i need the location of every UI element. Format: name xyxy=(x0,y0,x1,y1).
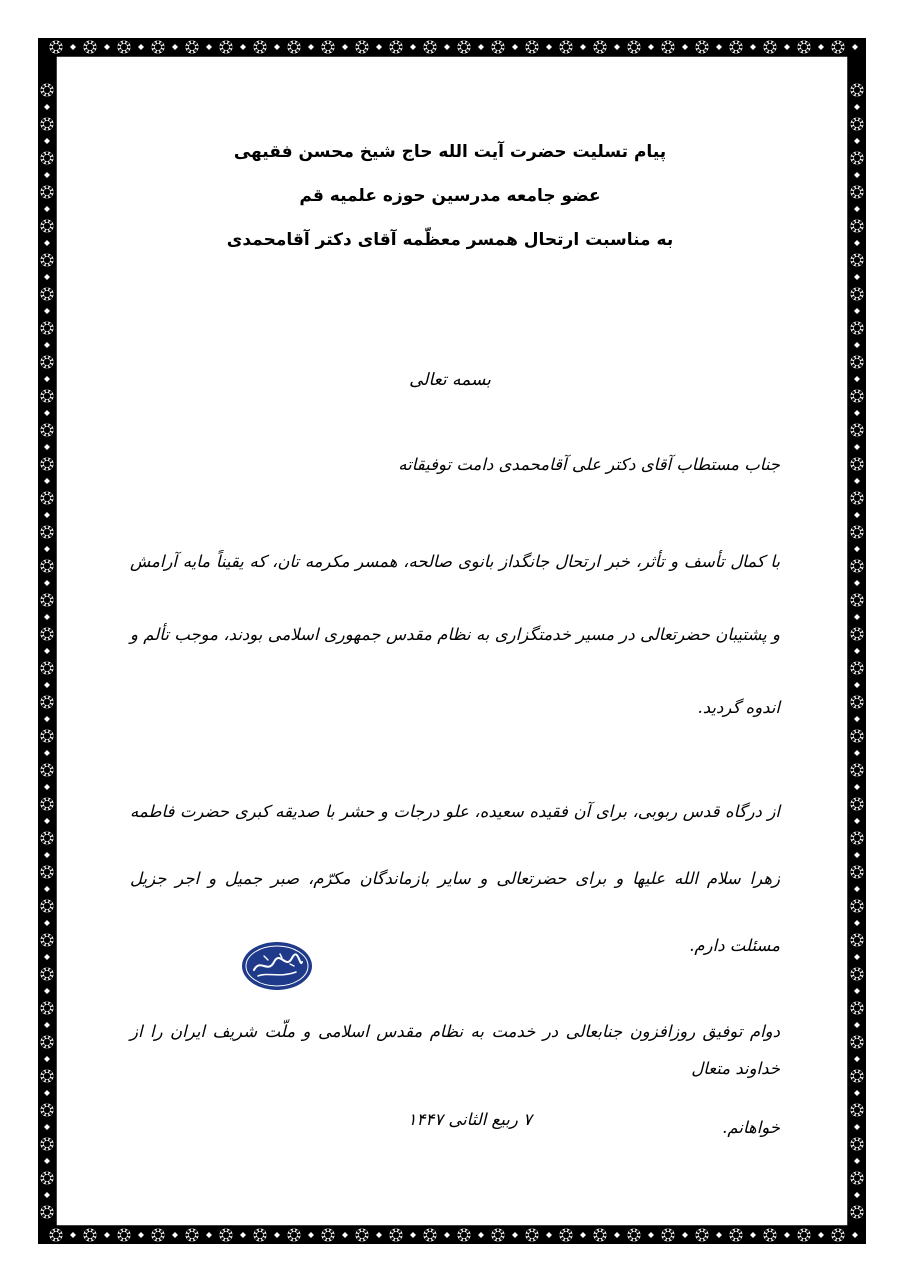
seal-stamp xyxy=(240,940,314,992)
letter-text xyxy=(130,446,780,1141)
header-line-2: عضو جامعه مدرسین حوزه علمیه قم xyxy=(299,186,601,206)
addressee: جناب مستطاب آقای دکتر علی آقامحمدی دامت توفیقاته xyxy=(398,455,780,474)
header-line-3: به مناسبت ارتحال همسر معظّمه آقای دکتر آقامحمدی xyxy=(226,230,674,250)
paragraph-2: از درگاه قدس ربوبی، برای آن فقیده سعیده، علو درجات و حشر با صدیقه کبری حضرت فاطمه زهرا سلام الله علیها و برای حضرتعالی و سایر بازماندگان مکرّم، صبر جمیل و اجر جزیل مسئلت دارم. xyxy=(130,802,780,955)
document-body xyxy=(100,100,800,1137)
bismillah: بسمه تعالی xyxy=(409,370,491,390)
header-line-1: پیام تسلیت حضرت آیت الله حاج شیخ محسن فقیهی xyxy=(233,142,667,162)
seal-icon xyxy=(240,940,314,992)
closing-word: خواهانم. xyxy=(722,1118,780,1137)
paragraph-1: با کمال تأسف و تأثر، خبر ارتحال جانگداز بانوی صالحه، همسر مکرمه تان، که یقیناً مایه آرامش و پشتیبان حضرتعالی در مسیر خدمتگزاری به نظام مقدس جمهوری اسلامی بودند، موجب تألم و اندوه گردید. xyxy=(130,552,780,717)
closing-line xyxy=(130,1101,780,1141)
date: ۷ ربیع الثانی ۱۴۴۷ xyxy=(407,1110,532,1129)
paragraph-3: دوام توفیق روزافزون جنابعالی در خدمت به نظام مقدس اسلامی و ملّت شریف ایران را از خداوند متعال xyxy=(130,1022,780,1078)
